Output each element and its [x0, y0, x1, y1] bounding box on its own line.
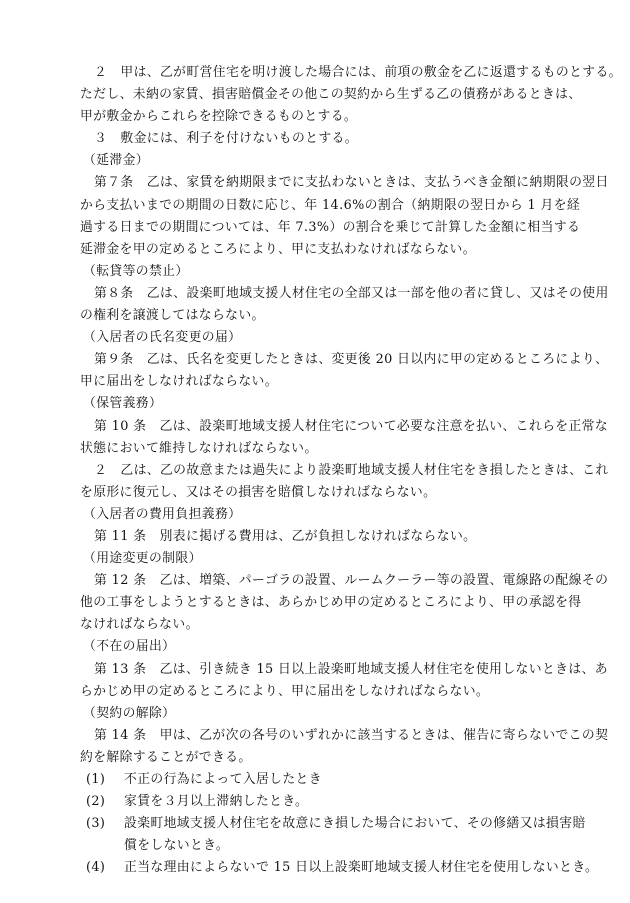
text-line: を原形に復元し、又はその損害を賠償しなければならない。 [80, 484, 437, 500]
text-line: 延滞金を甲の定めるところにより、甲に支払わなければならない。 [80, 241, 476, 257]
article-heading [80, 150, 570, 172]
text-line: 設楽町地域支援人材住宅を故意にき損した場合において、その修繕又は損害賠 [124, 816, 586, 832]
article-heading [80, 504, 570, 526]
text-line: らかじめ甲の定めるところにより、甲に届出をしなければならない。 [80, 683, 490, 699]
text-line: ２ 甲は、乙が町営住宅を明け渡した場合には、前項の敷金を乙に返還するものとする。 [94, 65, 622, 80]
article-paragraph [80, 526, 570, 548]
article-heading [80, 393, 570, 415]
article-paragraph [80, 725, 609, 769]
text-line: 第８条 乙は、設楽町地域支援人材住宅の全部又は一部を他の者に貸し、又はその使用 [94, 285, 609, 301]
article-heading [80, 261, 570, 283]
text-line: （保管義務） [83, 396, 163, 412]
numbered-item [80, 791, 570, 813]
text-line: から支払いまでの期間の日数に応じ、年 14.6%の割合（納期限の翌日から 1 月を経 [80, 197, 581, 213]
text-line: 他の工事をしようとするときは、あらかじめ甲の定めるところにより、甲の承認を得 [80, 595, 582, 611]
numbered-item [80, 769, 570, 791]
text-line: ３ 敷金には、利子を付けないものとする。 [94, 131, 358, 147]
article-paragraph [80, 416, 609, 460]
article-paragraph [80, 62, 622, 128]
article-heading [80, 327, 570, 349]
text-line: （延滞金） [83, 153, 149, 169]
text-line: 第 10 条 乙は、設楽町地域支援人材住宅について必要な注意を払い、これらを正常な [94, 418, 609, 434]
text-line: （入居者の費用負担義務） [83, 506, 242, 522]
text-line: （転貸等の禁止） [83, 263, 189, 279]
article-paragraph [80, 172, 609, 260]
text-line: 第９条 乙は、氏名を変更したときは、変更後 20 日以内に甲の定めるところにより、 [94, 352, 609, 368]
text-line: （契約の解除） [83, 705, 176, 721]
text-line: なければならない。 [80, 617, 199, 633]
text-line: 正当な理由によらないで 15 日以上設楽町地域支援人材住宅を使用しないとき。 [124, 860, 599, 876]
text-line: 状態において維持しなければならない。 [80, 440, 318, 456]
article-paragraph [80, 460, 609, 504]
text-line: 過する日までの期間については、年 7.3%）の割合を乗じて計算した金額に相当する [80, 219, 581, 235]
text-line: 甲に届出をしなければならない。 [80, 374, 278, 390]
item-number: (1) [86, 772, 106, 787]
text-line: （用途変更の制限） [83, 551, 202, 567]
numbered-item [80, 813, 586, 857]
text-line: 第 14 条 甲は、乙が次の各号のいずれかに該当するときは、催告に寄らないでこの契 [94, 727, 609, 743]
text-line: 家賃を３月以上滞納したとき。 [124, 794, 309, 810]
text-line: 第 11 条 別表に掲げる費用は、乙が負担しなければならない。 [94, 528, 477, 544]
text-line: 約を解除することができる。 [80, 749, 252, 765]
article-paragraph [80, 659, 608, 703]
text-line: ただし、未納の家賃、損害賠償金その他この契約から生ずる乙の債務があるときは、 [80, 87, 582, 103]
text-line: 第７条 乙は、家賃を納期限までに支払わないときは、支払うべき金額に納期限の翌日 [94, 175, 609, 191]
numbered-item [80, 857, 599, 879]
article-heading [80, 703, 570, 725]
article-heading [80, 548, 570, 570]
article-paragraph [80, 349, 609, 393]
text-line: 第 13 条 乙は、引き続き 15 日以上設楽町地域支援人材住宅を使用しないときは、あ [94, 661, 608, 677]
text-line: 甲が敷金からこれらを控除できるものとする。 [80, 109, 358, 125]
article-heading [80, 636, 570, 658]
text-line: （入居者の氏名変更の届） [83, 330, 242, 346]
text-line: ２ 乙は、乙の故意または過失により設楽町地域支援人材住宅をき損したときは、これ [94, 462, 609, 478]
text-line: 償をしないとき。 [124, 838, 230, 854]
text-line: 第 12 条 乙は、増築、パーゴラの設置、ルームクーラー等の設置、電線路の配線その [94, 573, 609, 589]
item-number: (3) [86, 816, 106, 832]
text-line: の権利を譲渡してはならない。 [80, 308, 265, 324]
text-line: 不正の行為によって入居したとき [124, 772, 322, 787]
article-paragraph [80, 570, 609, 636]
item-number: (4) [86, 860, 106, 876]
item-number: (2) [86, 794, 106, 810]
article-paragraph [80, 128, 570, 150]
text-line: （不在の届出） [83, 639, 176, 655]
article-paragraph [80, 283, 609, 327]
